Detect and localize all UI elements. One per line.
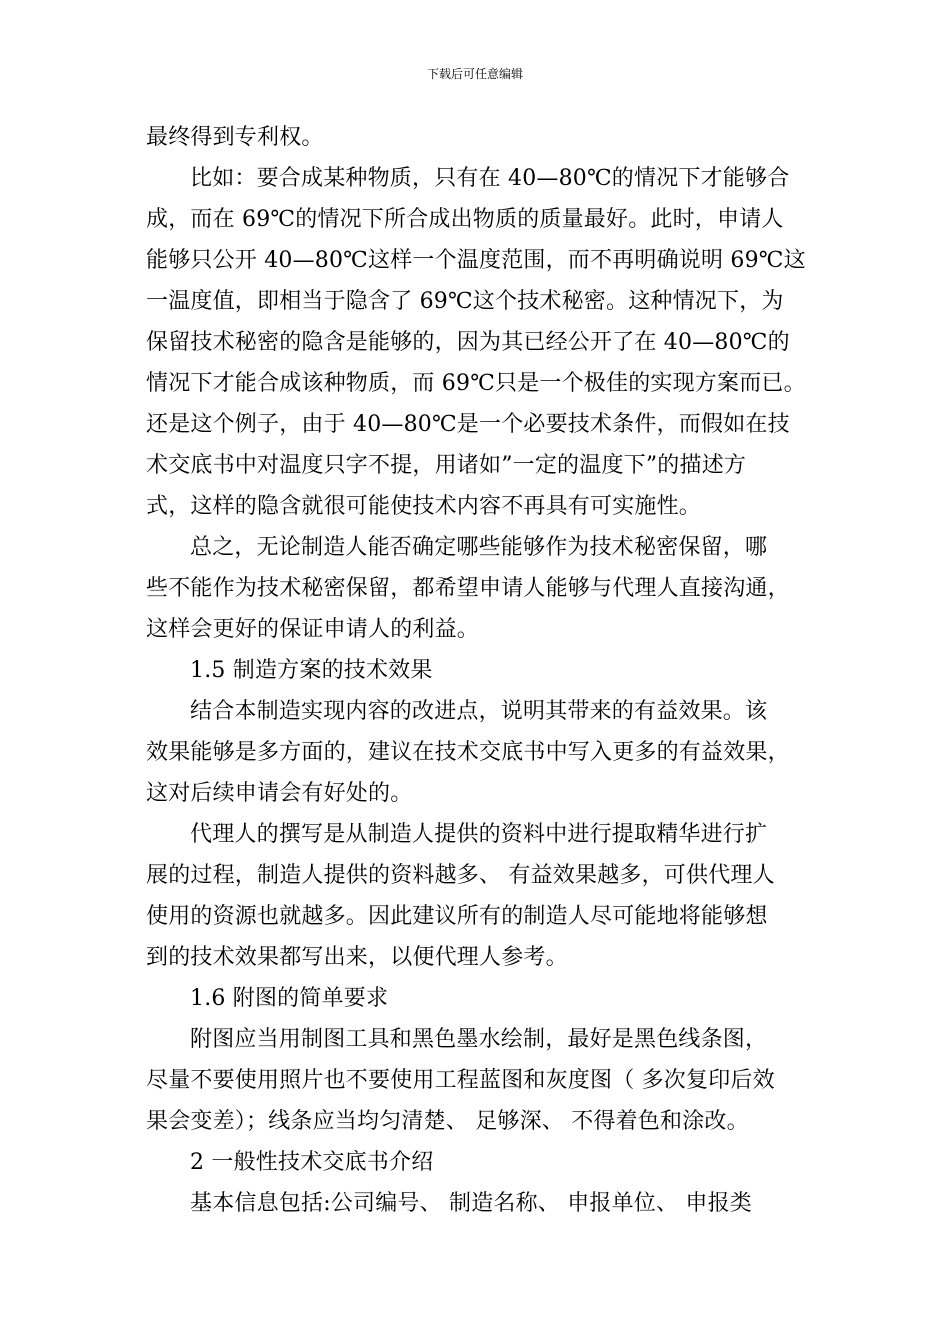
- text-line: 这样会更好的保证申请人的利益。: [146, 617, 480, 642]
- text-line: 式，这样的隐含就很可能使技术内容不再具有可实施性。: [146, 494, 702, 519]
- document-body: [146, 117, 818, 1224]
- text-line: 术交底书中对温度只字不提，用诸如”一定的温度下”的描述方: [146, 453, 747, 478]
- text-line: 1.5 制造方案的技术效果: [190, 658, 433, 683]
- text-line: 最终得到专利权。: [146, 125, 324, 150]
- text-line: 基本信息包括:公司编号、 制造名称、 申报单位、 申报类: [190, 1191, 752, 1216]
- text-line: 一温度值，即相当于隐含了 69℃这个技术秘密。这种情况下，为: [146, 289, 784, 314]
- text-line: 成，而在 69℃的情况下所合成出物质的质量最好。此时，申请人: [146, 207, 784, 232]
- text-line: 还是这个例子，由于 40—80℃是一个必要技术条件，而假如在技: [146, 412, 790, 437]
- text-line: 情况下才能合成该种物质，而 69℃只是一个极佳的实现方案而已。: [146, 371, 806, 396]
- text-line: 果会变差）；线条应当均匀清楚、 足够深、 不得着色和涂改。: [146, 1109, 749, 1134]
- text-line: 尽量不要使用照片也不要使用工程蓝图和灰度图（ 多次复印后效: [146, 1068, 775, 1093]
- text-line: 能够只公开 40—80℃这样一个温度范围，而不再明确说明 69℃这: [146, 248, 806, 273]
- page-header: 下载后可任意编辑: [426, 67, 523, 81]
- text-line: 到的技术效果都写出来，以便代理人参考。: [146, 945, 568, 970]
- text-line: 2 一般性技术交底书介绍: [190, 1150, 434, 1175]
- text-line: 代理人的撰写是从制造人提供的资料中进行提取精华进行扩: [190, 822, 768, 847]
- text-line: 1.6 附图的简单要求: [190, 986, 389, 1011]
- text-line: 使用的资源也就越多。因此建议所有的制造人尽可能地将能够想: [146, 904, 768, 929]
- text-line: 总之，无论制造人能否确定哪些能够作为技术秘密保留，哪: [190, 535, 768, 560]
- text-line: 些不能作为技术秘密保留，都希望申请人能够与代理人直接沟通，: [146, 576, 790, 601]
- text-line: 结合本制造实现内容的改进点，说明其带来的有益效果。该: [190, 699, 768, 724]
- text-line: 附图应当用制图工具和黑色墨水绘制，最好是黑色线条图，: [190, 1027, 768, 1052]
- text-line: 这对后续申请会有好处的。: [146, 781, 413, 806]
- text-line: 效果能够是多方面的，建议在技术交底书中写入更多的有益效果，: [146, 740, 790, 765]
- text-line: 保留技术秘密的隐含是能够的，因为其已经公开了在 40—80℃的: [146, 330, 790, 355]
- text-line: 展的过程，制造人提供的资料越多、 有益效果越多，可供代理人: [146, 863, 775, 888]
- text-line: 比如：要合成某种物质，只有在 40—80℃的情况下才能够合: [190, 166, 790, 191]
